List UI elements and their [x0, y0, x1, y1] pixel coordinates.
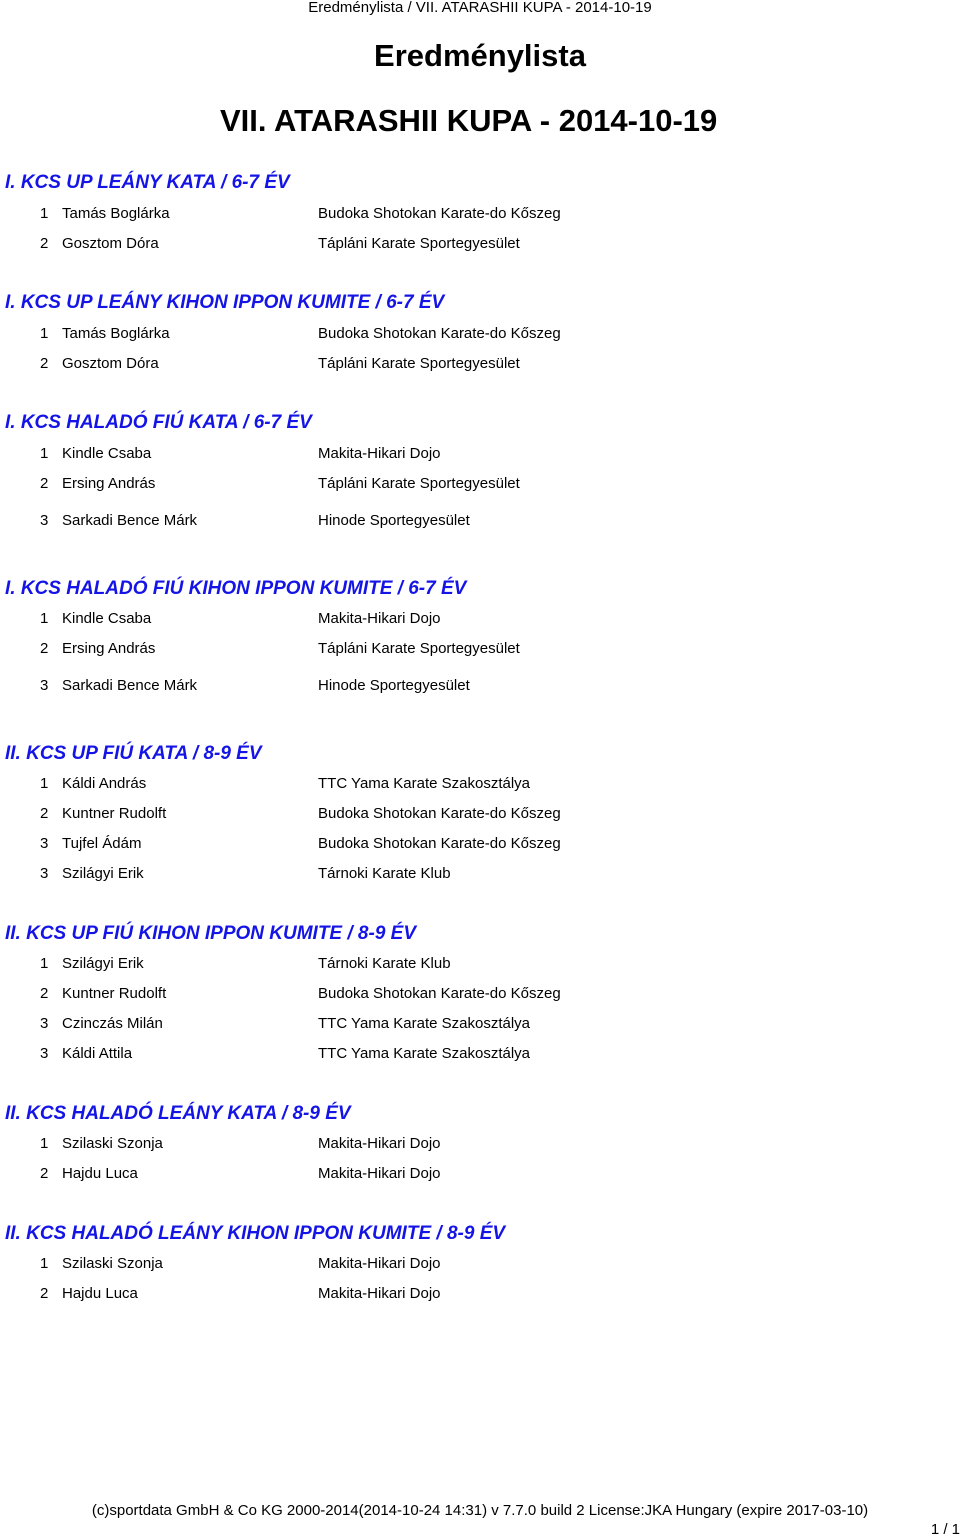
place-number: 3 — [40, 677, 49, 694]
result-row — [0, 475, 960, 495]
section-heading: I. KCS UP LEÁNY KIHON IPPON KUMITE / 6-7 ÉV — [5, 292, 445, 313]
section-heading: II. KCS HALADÓ LEÁNY KATA / 8-9 ÉV — [5, 1103, 351, 1124]
competitor-name: Kindle Csaba — [62, 445, 152, 462]
document-title: Eredménylista — [374, 38, 586, 73]
place-number: 2 — [40, 640, 49, 657]
section-heading: I. KCS HALADÓ FIÚ KIHON IPPON KUMITE / 6-7 ÉV — [5, 578, 467, 599]
place-number: 1 — [40, 1255, 49, 1272]
result-row — [0, 355, 960, 375]
place-number: 2 — [40, 475, 49, 492]
result-row — [0, 1165, 960, 1185]
place-number: 1 — [40, 205, 49, 222]
club-name: Makita-Hikari Dojo — [318, 1135, 441, 1152]
result-row — [0, 640, 960, 660]
result-row — [0, 325, 960, 345]
result-row — [0, 1015, 960, 1035]
place-number: 3 — [40, 1015, 49, 1032]
place-number: 3 — [40, 835, 49, 852]
club-name: Tárnoki Karate Klub — [318, 955, 451, 972]
result-row — [0, 835, 960, 855]
place-number: 2 — [40, 235, 49, 252]
club-name: Makita-Hikari Dojo — [318, 445, 441, 462]
club-name: TTC Yama Karate Szakosztálya — [318, 1045, 531, 1062]
competitor-name: Hajdu Luca — [62, 1165, 138, 1182]
place-number: 2 — [40, 985, 49, 1002]
result-row — [0, 985, 960, 1005]
result-row — [0, 1135, 960, 1155]
competitor-name: Czinczás Milán — [62, 1015, 163, 1032]
competitor-name: Gosztom Dóra — [62, 355, 159, 372]
place-number: 2 — [40, 355, 49, 372]
result-row — [0, 775, 960, 795]
running-header: Eredménylista / VII. ATARASHII KUPA - 2014-10-19 — [308, 0, 652, 16]
club-name: Budoka Shotokan Karate-do Kőszeg — [318, 805, 561, 822]
page-number: 1 / 1 — [930, 1521, 960, 1538]
competitor-name: Kindle Csaba — [62, 610, 152, 627]
club-name: Makita-Hikari Dojo — [318, 610, 441, 627]
competitor-name: Káldi András — [62, 775, 147, 792]
club-name: Makita-Hikari Dojo — [318, 1285, 441, 1302]
result-row — [0, 805, 960, 825]
competitor-name: Tamás Boglárka — [62, 325, 170, 342]
result-row — [0, 610, 960, 630]
competitor-name: Sarkadi Bence Márk — [62, 512, 198, 529]
result-row — [0, 677, 960, 697]
result-row — [0, 865, 960, 885]
club-name: Makita-Hikari Dojo — [318, 1165, 441, 1182]
result-row — [0, 955, 960, 975]
club-name: Tárnoki Karate Klub — [318, 865, 451, 882]
competitor-name: Szilágyi Erik — [62, 955, 144, 972]
competitor-name: Gosztom Dóra — [62, 235, 159, 252]
club-name: Budoka Shotokan Karate-do Kőszeg — [318, 205, 561, 222]
club-name: Tápláni Karate Sportegyesület — [318, 235, 520, 252]
section-heading: II. KCS UP FIÚ KATA / 8-9 ÉV — [5, 743, 262, 764]
place-number: 1 — [40, 610, 49, 627]
competitor-name: Szilágyi Erik — [62, 865, 144, 882]
place-number: 1 — [40, 325, 49, 342]
place-number: 1 — [40, 775, 49, 792]
competitor-name: Szilaski Szonja — [62, 1255, 163, 1272]
competitor-name: Káldi Attila — [62, 1045, 133, 1062]
result-row — [0, 235, 960, 255]
competitor-name: Kuntner Rudolft — [62, 805, 167, 822]
club-name: Budoka Shotokan Karate-do Kőszeg — [318, 985, 561, 1002]
club-name: Hinode Sportegyesület — [318, 512, 470, 529]
club-name: TTC Yama Karate Szakosztálya — [318, 775, 531, 792]
club-name: Hinode Sportegyesület — [318, 677, 470, 694]
club-name: Budoka Shotokan Karate-do Kőszeg — [318, 835, 561, 852]
club-name: Budoka Shotokan Karate-do Kőszeg — [318, 325, 561, 342]
result-row — [0, 1045, 960, 1065]
competitor-name: Sarkadi Bence Márk — [62, 677, 198, 694]
club-name: Tápláni Karate Sportegyesület — [318, 475, 520, 492]
place-number: 2 — [40, 1285, 49, 1302]
club-name: Makita-Hikari Dojo — [318, 1255, 441, 1272]
competitor-name: Tujfel Ádám — [62, 835, 142, 852]
competitor-name: Szilaski Szonja — [62, 1135, 163, 1152]
place-number: 1 — [40, 1135, 49, 1152]
section-heading: I. KCS HALADÓ FIÚ KATA / 6-7 ÉV — [5, 412, 312, 433]
place-number: 1 — [40, 445, 49, 462]
section-heading: II. KCS UP FIÚ KIHON IPPON KUMITE / 8-9 ÉV — [5, 923, 417, 944]
result-row — [0, 445, 960, 465]
competitor-name: Tamás Boglárka — [62, 205, 170, 222]
club-name: Tápláni Karate Sportegyesület — [318, 355, 520, 372]
footer-text: (c)sportdata GmbH & Co KG 2000-2014(2014-10-24 14:31) v 7.7.0 build 2 License:JKA Hungary (expire 2017-03-10) — [91, 1502, 869, 1519]
result-row — [0, 205, 960, 225]
result-row — [0, 1255, 960, 1275]
event-title: VII. ATARASHII KUPA - 2014-10-19 — [220, 103, 718, 138]
competitor-name: Hajdu Luca — [62, 1285, 138, 1302]
club-name: TTC Yama Karate Szakosztálya — [318, 1015, 531, 1032]
place-number: 3 — [40, 1045, 49, 1062]
result-row — [0, 1285, 960, 1305]
competitor-name: Ersing András — [62, 640, 156, 657]
place-number: 3 — [40, 865, 49, 882]
section-heading: I. KCS UP LEÁNY KATA / 6-7 ÉV — [5, 172, 290, 193]
section-heading: II. KCS HALADÓ LEÁNY KIHON IPPON KUMITE / 8-9 ÉV — [5, 1223, 506, 1244]
result-row — [0, 512, 960, 532]
place-number: 2 — [40, 805, 49, 822]
competitor-name: Ersing András — [62, 475, 156, 492]
competitor-name: Kuntner Rudolft — [62, 985, 167, 1002]
place-number: 3 — [40, 512, 49, 529]
club-name: Tápláni Karate Sportegyesület — [318, 640, 520, 657]
place-number: 1 — [40, 955, 49, 972]
place-number: 2 — [40, 1165, 49, 1182]
